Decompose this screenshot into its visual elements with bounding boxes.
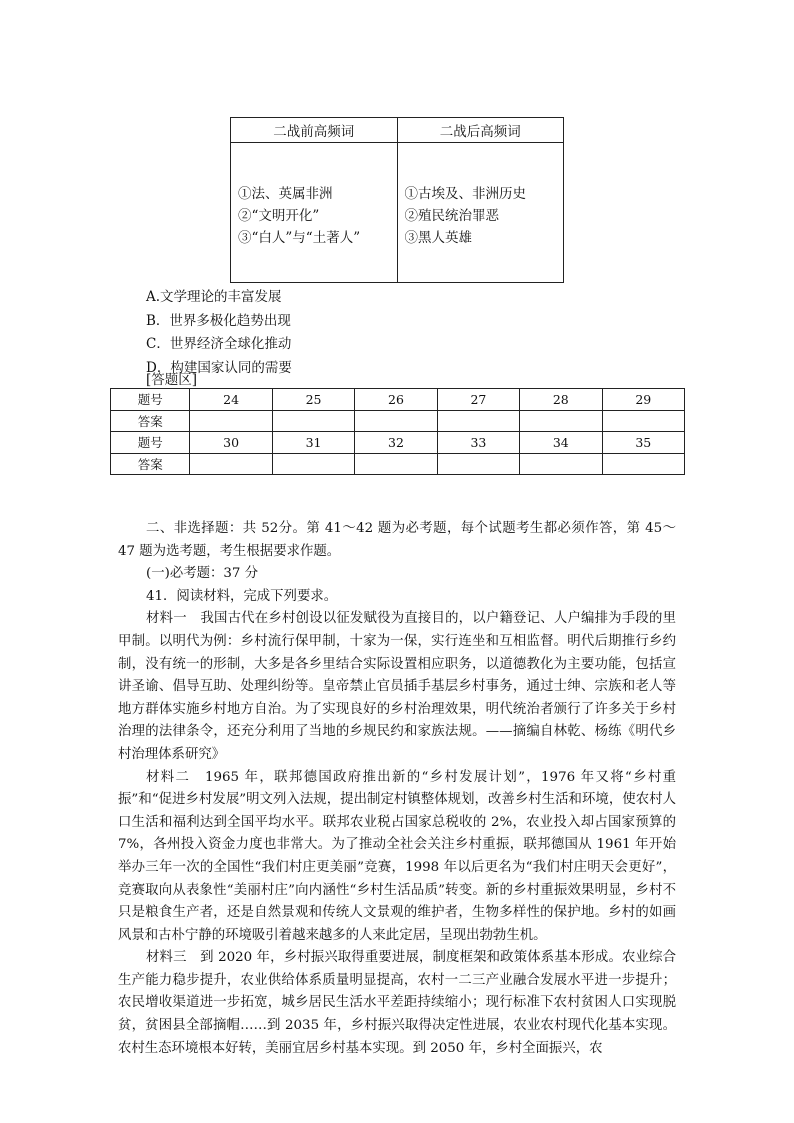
answer-cell[interactable] bbox=[190, 453, 272, 475]
answer-cell[interactable] bbox=[437, 410, 519, 432]
answer-cell[interactable] bbox=[520, 410, 602, 432]
answer-cell[interactable] bbox=[602, 453, 684, 475]
question-number: 27 bbox=[437, 389, 519, 411]
answer-cell[interactable] bbox=[272, 453, 354, 475]
answer-options bbox=[146, 286, 292, 380]
answer-cell[interactable] bbox=[190, 410, 272, 432]
question-number: 26 bbox=[355, 389, 437, 411]
before-word-2: ②“文明开化” bbox=[238, 208, 320, 224]
option-a[interactable]: A.文学理论的丰富发展 bbox=[146, 289, 282, 305]
question-number: 24 bbox=[190, 389, 272, 411]
required-part-heading: (一)必考题：37 分 bbox=[146, 566, 259, 582]
question-number: 35 bbox=[602, 432, 684, 454]
option-c[interactable]: C．世界经济全球化推动 bbox=[146, 336, 292, 352]
question-number: 30 bbox=[190, 432, 272, 454]
question-number: 32 bbox=[355, 432, 437, 454]
before-word-3: ③“白人”与“土著人” bbox=[238, 230, 361, 246]
after-word-3: ③黑人英雄 bbox=[404, 230, 472, 246]
after-word-1: ①古埃及、非洲历史 bbox=[404, 186, 526, 202]
question-number: 33 bbox=[437, 432, 519, 454]
answer-label: 答案 bbox=[111, 410, 190, 432]
question-number: 31 bbox=[272, 432, 354, 454]
material-two: 材料二 1965 年，联邦德国政府推出新的“乡村发展计划”，1976 年又将“乡村重振”和“促进乡村发展”明文列入法规，提出制定村镇整体规划，改善乡村生活和环境，使农村人口生活和福利达到全国平均水平。联邦农业税占国家总税收的 2%，农业投入却占国家预算的 7%，各州投入资金力度也非常大。为了推动全社会关注乡村重振，联邦德国从 1961 年开始举办三年一次的全国性“我们村庄更美丽”竞赛，1998 年以后更名为“我们村庄明天会更好”，竞赛取向从表象性“美丽村庄”向内涵性“乡村生活品质”转变。新的乡村重振效果明显，乡村不只是粮食生产者，还是自然景观和传统人文景观的维护者，生物多样性的保护地。乡村的如画风景和古朴宁静的环境吸引着越来越多的人来此定居，呈现出勃勃生机。 bbox=[118, 769, 676, 943]
question-number-label: 题号 bbox=[111, 432, 190, 454]
answer-label: 答案 bbox=[111, 453, 190, 475]
answer-cell[interactable] bbox=[355, 453, 437, 475]
question-41-stem: 41．阅读材料，完成下列要求。 bbox=[146, 588, 338, 604]
option-b[interactable]: B．世界多极化趋势出现 bbox=[146, 312, 291, 329]
question-number: 25 bbox=[272, 389, 354, 411]
header-before-ww2: 二战前高频词 bbox=[231, 118, 398, 143]
answer-area-label: [答题区] bbox=[146, 372, 198, 388]
high-frequency-words-table bbox=[230, 117, 564, 283]
header-after-ww2: 二战后高频词 bbox=[397, 118, 564, 143]
answer-cell[interactable] bbox=[355, 410, 437, 432]
material-three: 材料三 到 2020 年，乡村振兴取得重要进展，制度框架和政策体系基本形成。农业综合生产能力稳步提升，农业供给体系质量明显提高，农村一二三产业融合发展水平进一步提升；农民增收渠道进一步拓宽，城乡居民生活水平差距持续缩小；现行标准下农村贫困人口实现脱贫，贫困县全部摘帽……到 2035 年，乡村振兴取得决定性进展，农业农村现代化基本实现。农村生态环境根本好转，美丽宜居乡村基本实现。到 2050 年，乡村全面振兴，农 bbox=[118, 950, 676, 1056]
section-intro: 二、非选择题：共 52分。第 41～42 题为必考题，每个试题考生都必须作答，第 45～47 题为选考题，考生根据要求作题。 bbox=[118, 521, 676, 559]
before-word-1: ①法、英属非洲 bbox=[238, 186, 333, 202]
question-number-label: 题号 bbox=[111, 389, 190, 411]
answer-cell[interactable] bbox=[520, 453, 602, 475]
non-choice-section bbox=[118, 518, 676, 1060]
question-number: 29 bbox=[602, 389, 684, 411]
option-d[interactable]: D．构建国家认同的需要 bbox=[146, 359, 292, 376]
answer-grid bbox=[110, 388, 685, 475]
answer-cell[interactable] bbox=[272, 410, 354, 432]
answer-cell[interactable] bbox=[602, 410, 684, 432]
after-ww2-cell bbox=[397, 143, 564, 283]
answer-cell[interactable] bbox=[437, 453, 519, 475]
after-word-2: ②殖民统治罪恶 bbox=[404, 208, 499, 224]
before-ww2-cell bbox=[231, 143, 398, 283]
question-number: 34 bbox=[520, 432, 602, 454]
material-one: 材料一 我国古代在乡村创设以征发赋役为直接目的，以户籍登记、人户编排为手段的里甲制。以明代为例：乡村流行保甲制，十家为一保，实行连坐和互相监督。明代后期推行乡约制，没有统一的形制，大多是各乡里结合实际设置相应职务，以道德教化为主要功能，包括宣讲圣谕、倡导互助、处理纠纷等。皇帝禁止官员插手基层乡村事务，通过士绅、宗族和老人等地方群体实施乡村地方自治。为了实现良好的乡村治理效果，明代统治者颁行了许多关于乡村治理的法律条令，还充分利用了当地的乡规民约和家族法规。——摘编自林乾、杨练《明代乡村治理体系研究》 bbox=[118, 611, 676, 762]
question-number: 28 bbox=[520, 389, 602, 411]
